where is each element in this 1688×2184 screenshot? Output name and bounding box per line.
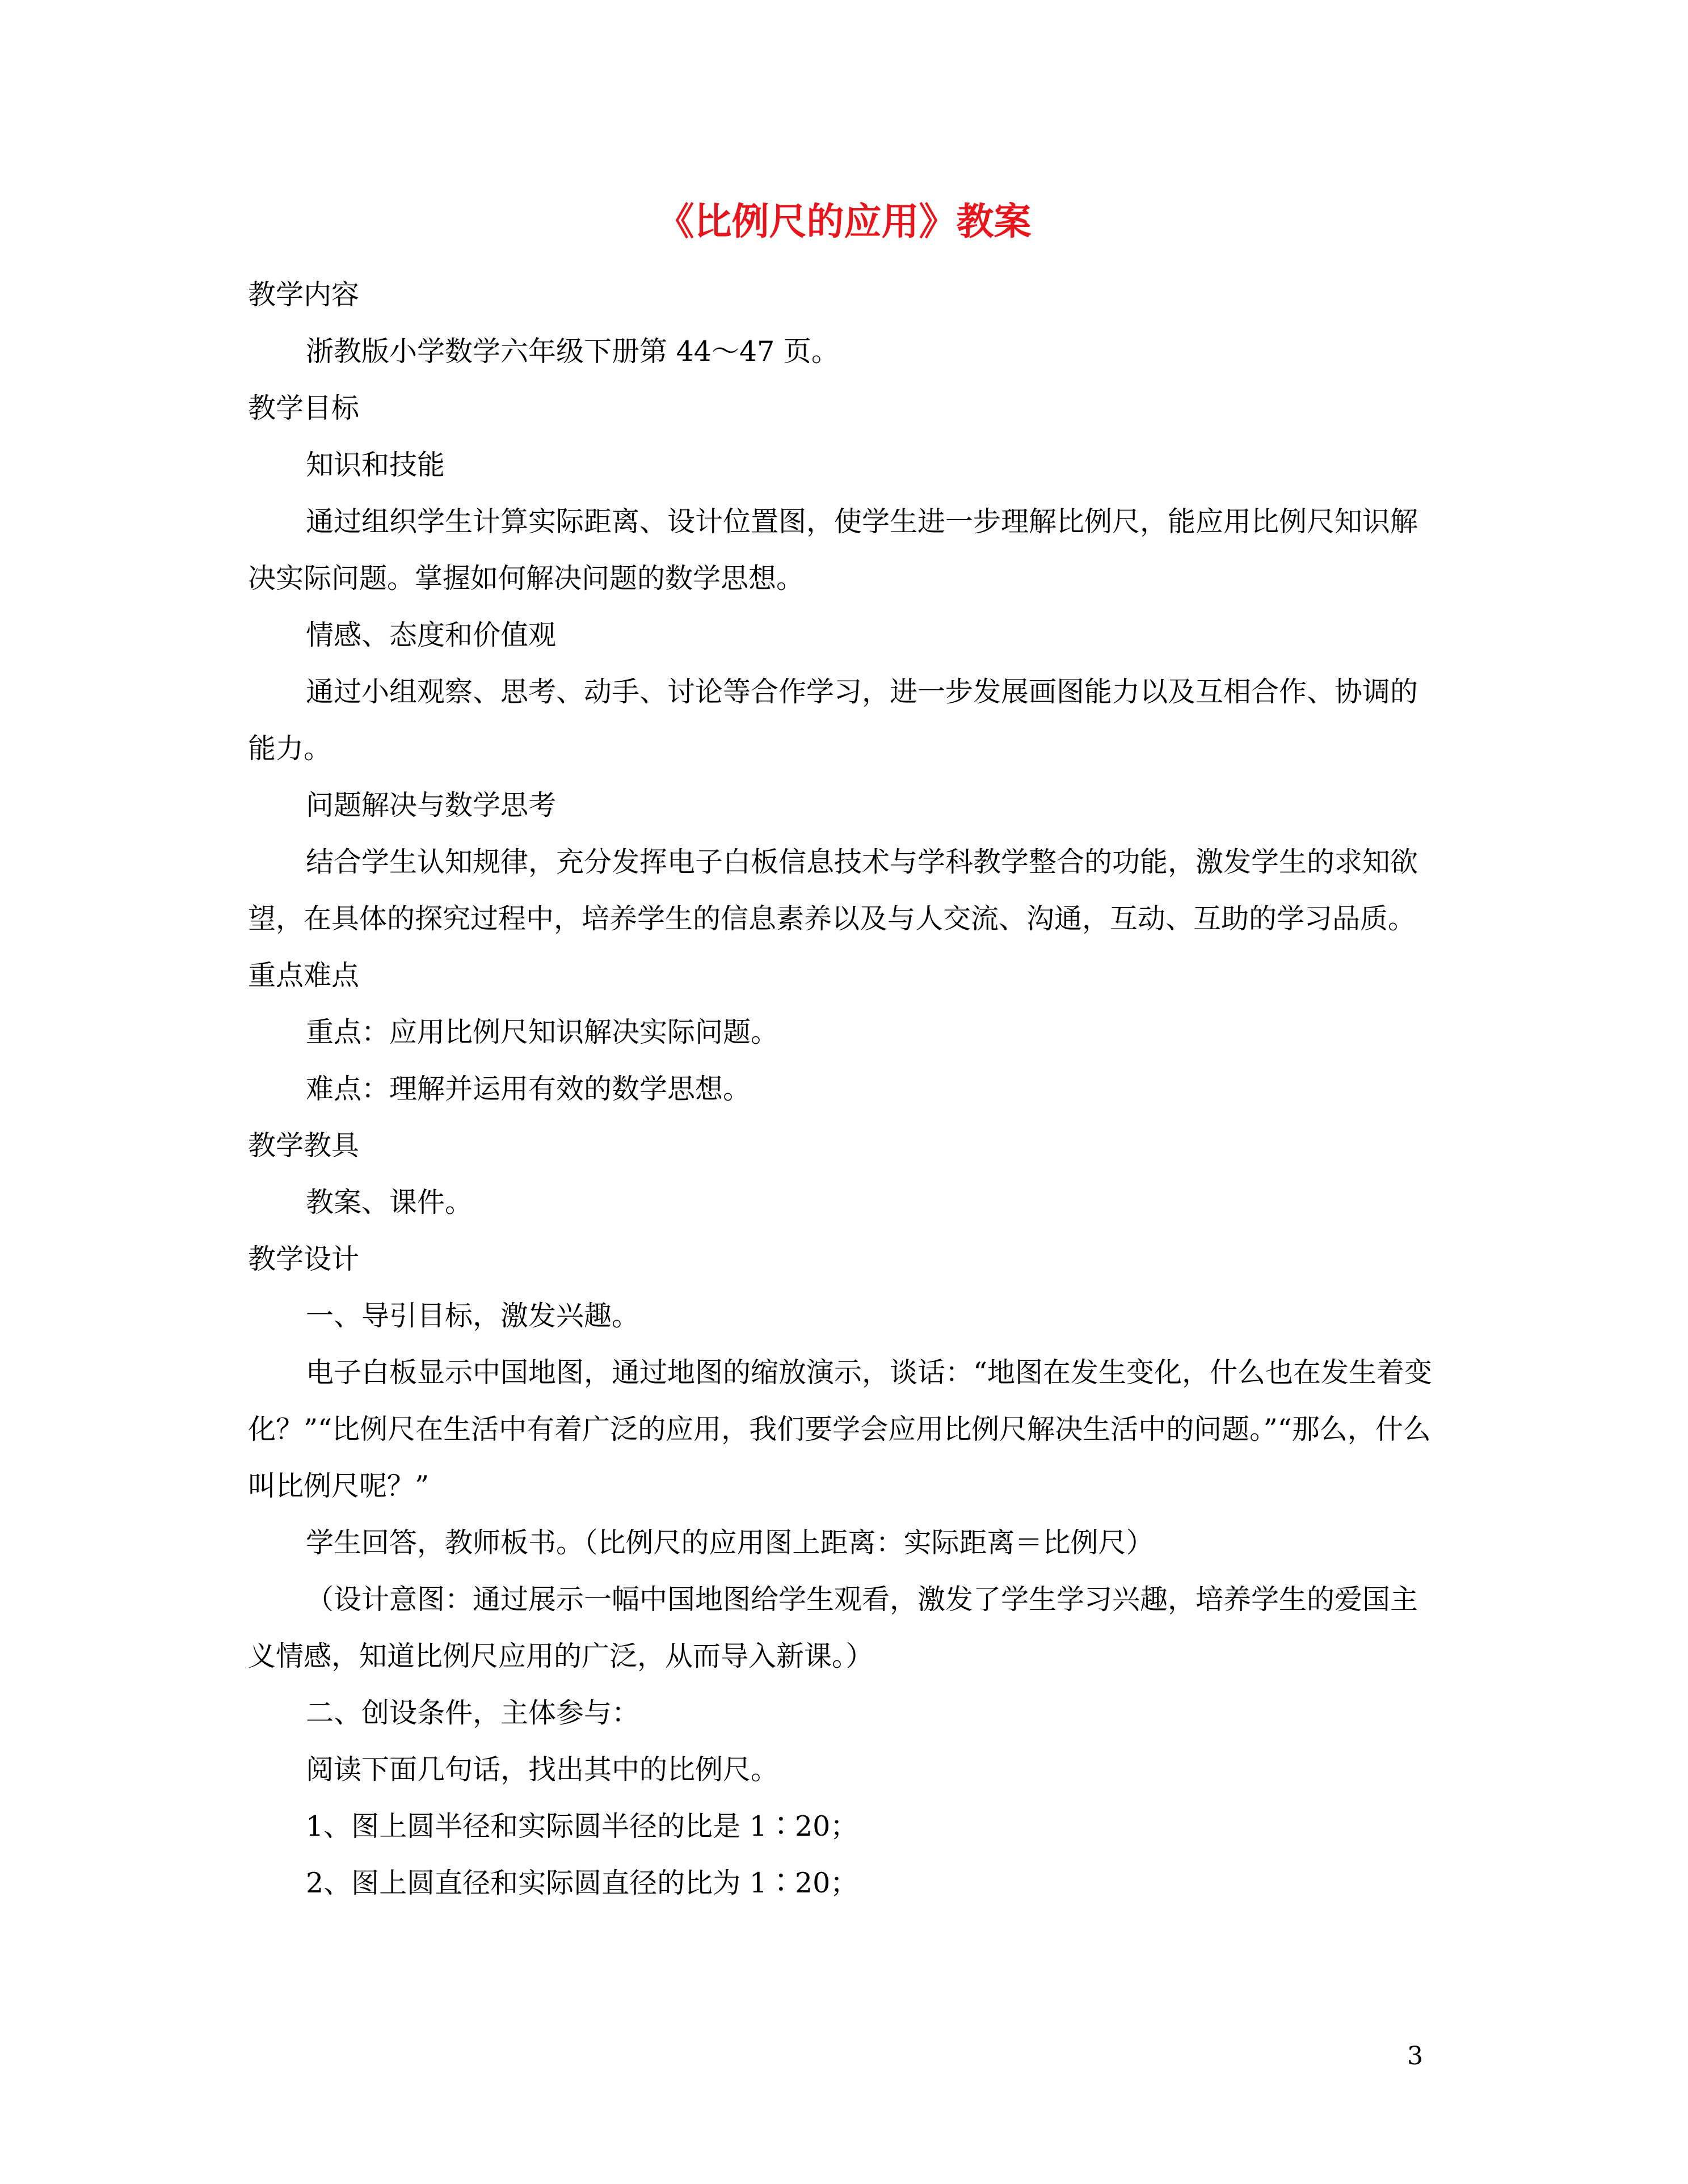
section-heading-teaching-design: 教学设计 <box>248 1243 360 1275</box>
page-number: 3 <box>1407 2042 1423 2071</box>
list-item: 2、图上圆直径和实际圆直径的比为 1∶20； <box>306 1867 858 1899</box>
subheading-emotion-attitude-values: 情感、态度和价值观 <box>306 619 557 651</box>
subheading-knowledge-skills: 知识和技能 <box>306 449 445 481</box>
section-heading-teaching-goals: 教学目标 <box>248 392 360 424</box>
paragraph: 阅读下面几句话，找出其中的比例尺。 <box>306 1753 779 1786</box>
section-heading-key-difficult-points: 重点难点 <box>248 959 360 992</box>
subheading-step-one: 一、导引目标，激发兴趣。 <box>306 1300 640 1332</box>
paragraph: 难点：理解并运用有效的数学思想。 <box>306 1073 751 1105</box>
paragraph: 结合学生认知规律，充分发挥电子白板信息技术与学科教学整合的功能，激发学生的求知欲望，在具体的探究过程中，培养学生的信息素养以及与人交流、沟通，互动、互助的学习品质。 <box>248 846 1418 935</box>
subheading-step-two: 二、创设条件，主体参与： <box>306 1697 640 1729</box>
section-heading-teaching-aids: 教学教具 <box>248 1129 360 1162</box>
paragraph: （设计意图：通过展示一幅中国地图给学生观看，激发了学生学习兴趣，培养学生的爱国主义情感，知道比例尺应用的广泛，从而导入新课。） <box>248 1583 1418 1672</box>
paragraph: 电子白板显示中国地图，通过地图的缩放演示，谈话：“地图在发生变化，什么也在发生着变化？”“比例尺在生活中有着广泛的应用，我们要学会应用比例尺解决生活中的问题。”“那么，什么叫比例尺呢？” <box>248 1356 1433 1502</box>
paragraph: 重点：应用比例尺知识解决实际问题。 <box>306 1016 779 1048</box>
subheading-problem-solving: 问题解决与数学思考 <box>306 789 557 821</box>
paragraph: 通过组织学生计算实际距离、设计位置图，使学生进一步理解比例尺，能应用比例尺知识解决实际问题。掌握如何解决问题的数学思想。 <box>248 505 1418 595</box>
document-body <box>248 267 1439 1912</box>
paragraph: 通过小组观察、思考、动手、讨论等合作学习，进一步发展画图能力以及互相合作、协调的能力。 <box>248 676 1418 765</box>
page-title: 《比例尺的应用》教案 <box>656 199 1032 243</box>
section-heading-teaching-content: 教学内容 <box>248 279 360 311</box>
paragraph: 教案、课件。 <box>306 1186 473 1219</box>
list-item: 1、图上圆半径和实际圆半径的比是 1∶20； <box>306 1810 858 1843</box>
paragraph: 学生回答，教师板书。（比例尺的应用图上距离：实际距离＝比例尺） <box>306 1527 1154 1559</box>
paragraph: 浙教版小学数学六年级下册第 44～47 页。 <box>306 335 839 368</box>
